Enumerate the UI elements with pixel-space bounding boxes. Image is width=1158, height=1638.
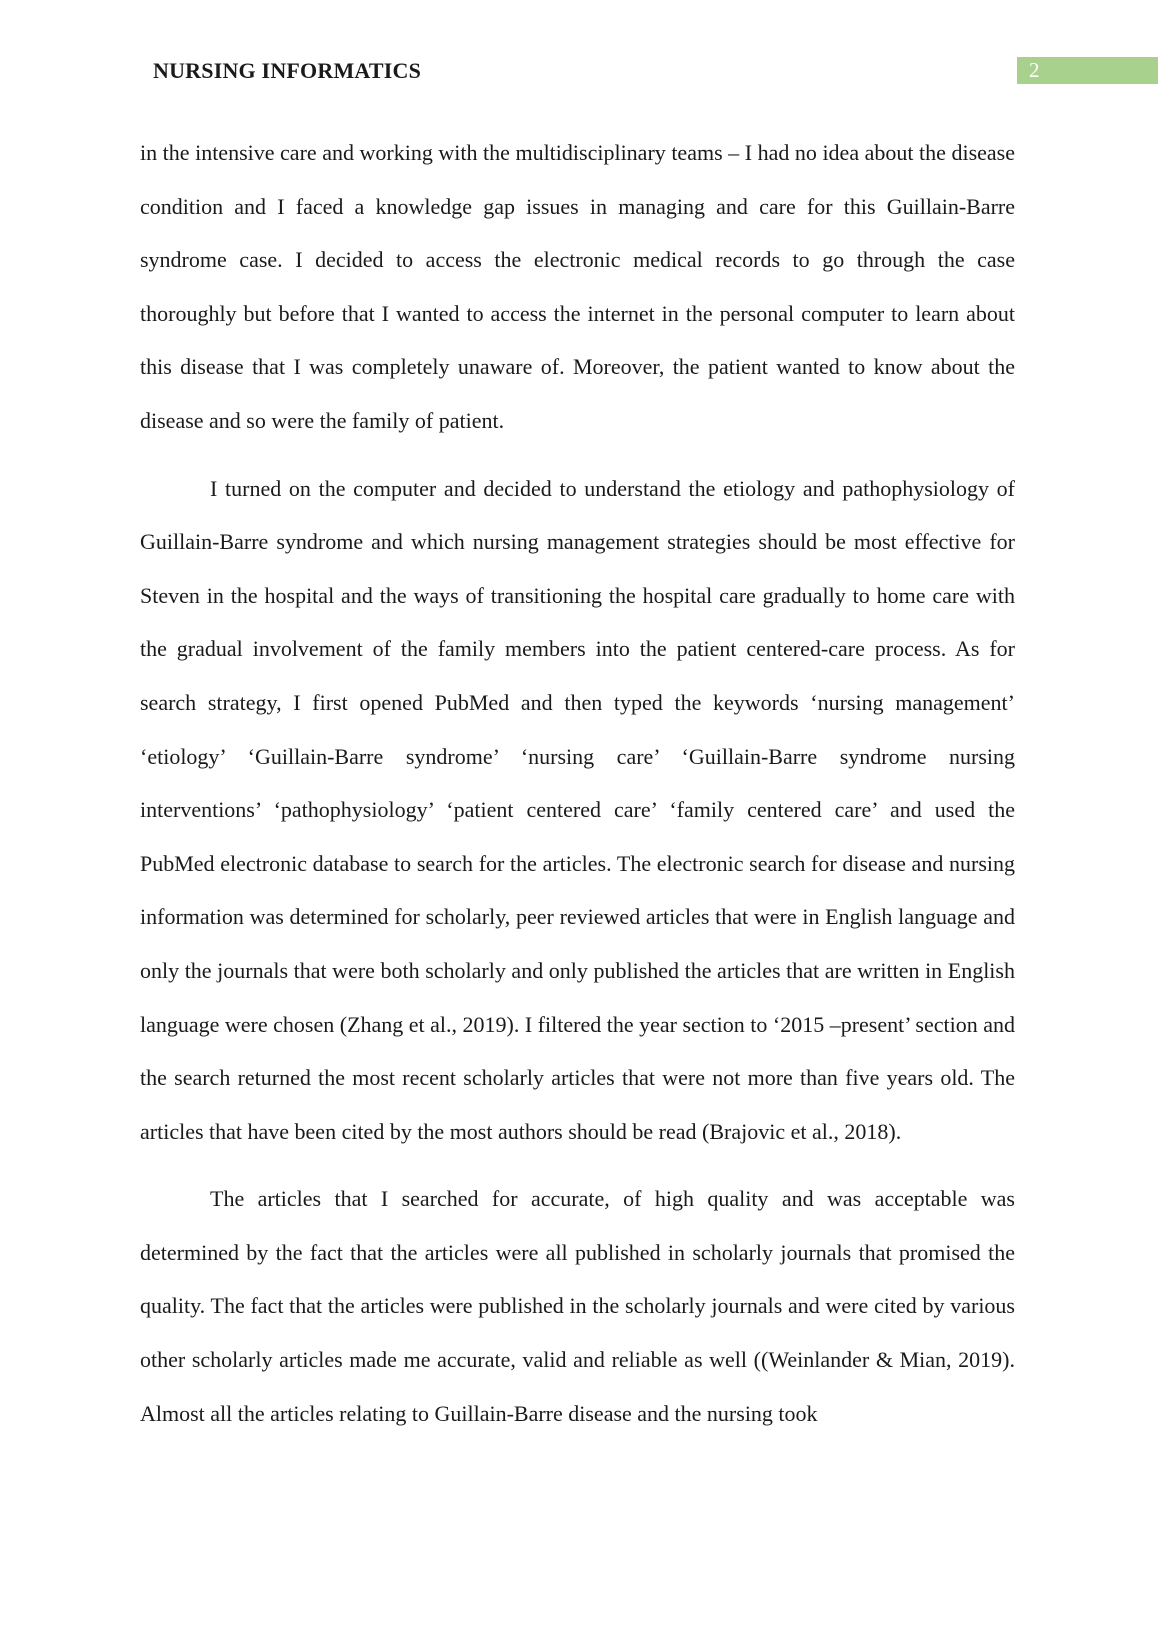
document-body [140,126,1015,1454]
paragraph-2: I turned on the computer and decided to understand the etiology and pathophysiology of Guillain-Barre syndrome and which nursing management strategies should be most effective for Steven in the hospital and the ways of transitioning the hospital care gradually to home care with the gradual involvement of the family members into the patient centered-care process. As for search strategy, I first opened PubMed and then typed the keywords ‘nursing management’ ‘etiology’ ‘Guillain-Barre syndrome’ ‘nursing care’ ‘Guillain-Barre syndrome nursing interventions’ ‘pathophysiology’ ‘patient centered care’ ‘family centered care’ and used the PubMed electronic database to search for the articles. The electronic search for disease and nursing information was determined for scholarly, peer reviewed articles that were in English language and only the journals that were both scholarly and only published the articles that are written in English language were chosen (Zhang et al., 2019). I filtered the year section to ‘2015 –present’ section and the search returned the most recent scholarly articles that were not more than five years old. The articles that have been cited by the most authors should be read (Brajovic et al., 2018). [140,475,1015,1144]
paragraph-1: in the intensive care and working with the multidisciplinary teams – I had no idea about the disease condition and I faced a knowledge gap issues in managing and care for this Guillain-Barre syndrome case. I decided to access the electronic medical records to go through the case thoroughly but before that I wanted to access the internet in the personal computer to learn about this disease that I was completely unaware of. Moreover, the patient wanted to know about the disease and so were the family of patient. [140,140,1015,433]
page-number-bar [1017,57,1158,84]
running-head: NURSING INFORMATICS [153,58,422,83]
paragraph-3: The articles that I searched for accurate, of high quality and was acceptable was determined by the fact that the articles were all published in scholarly journals that promised the quality. The fact that the articles were published in the scholarly journals and were cited by various other scholarly articles made me accurate, valid and reliable as well ((Weinlander & Mian, 2019). Almost all the articles relating to Guillain-Barre disease and the nursing took [140,1186,1015,1426]
page-number: 2 [1029,58,1040,82]
